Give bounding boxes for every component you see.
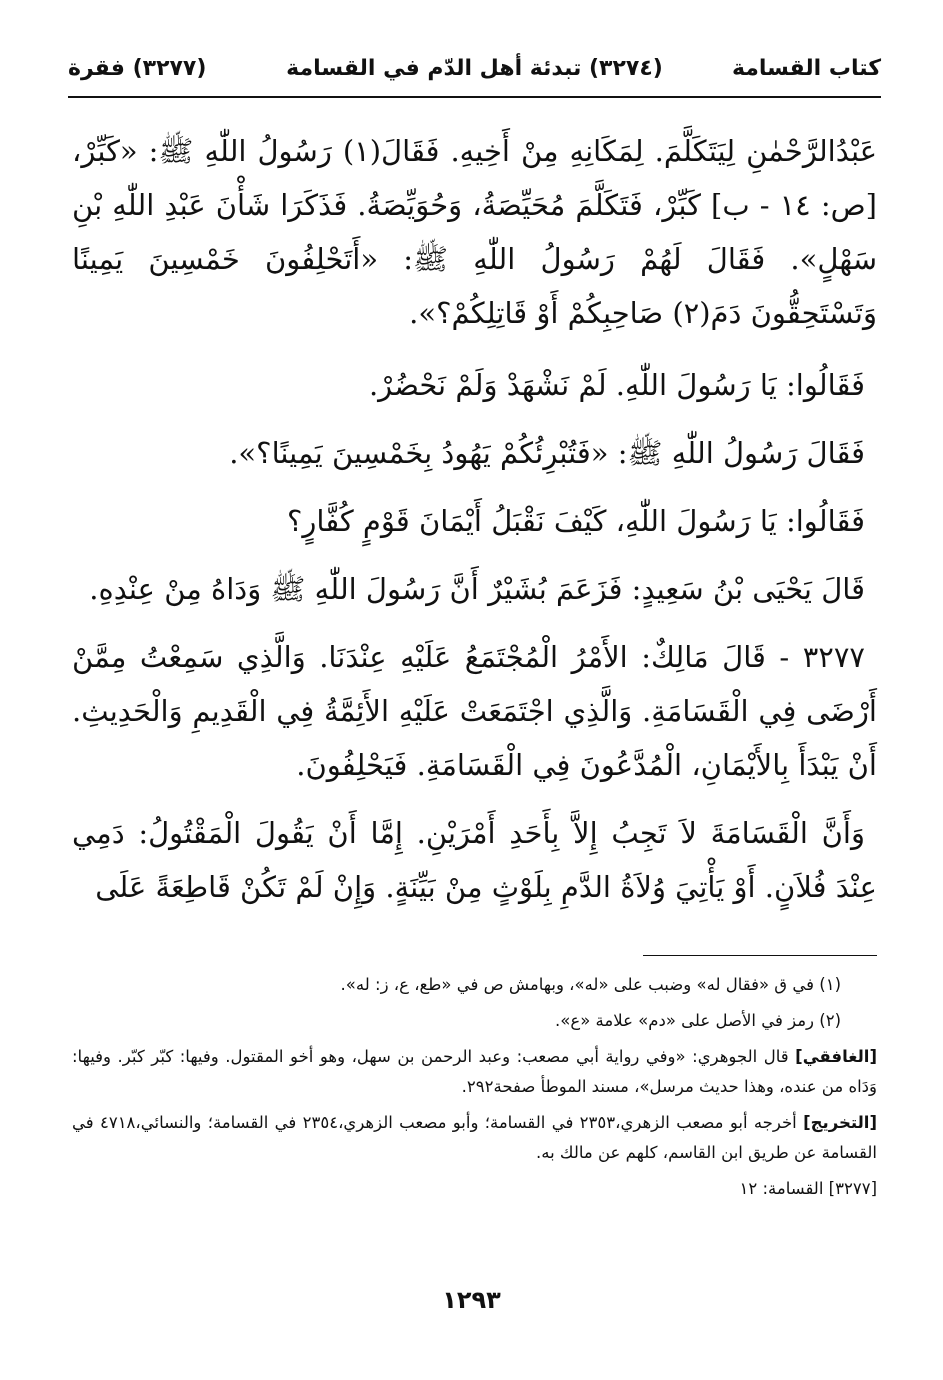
takhrij-text: أخرجه أبو مصعب الزهري،٢٣٥٣ في القسامة؛ وأبو مصعب الزهري،٢٣٥٤ في القسامة؛ والنسائي،٤٧١٨ في القسامة عن طريق ابن القاسم، كلهم عن مالك به. (72, 1113, 877, 1162)
text-paragraph: فَقَالُوا: يَا رَسُولَ اللّٰهِ، كَيْفَ نَقْبَلُ أَيْمَانَ قَوْمٍ كُفَّارٍ؟ (287, 504, 865, 538)
ghafiqi-label: [الغافقي] (795, 1047, 877, 1066)
footnote-divider (643, 955, 877, 956)
running-header (68, 48, 881, 98)
header-divider (68, 96, 881, 98)
takhrij-note (72, 1108, 877, 1168)
page-number: ١٢٩٣ (442, 1286, 501, 1314)
footnotes (72, 970, 877, 1210)
text-paragraph: فَقَالَ رَسُولُ اللّٰهِ ﷺ: «فَتُبْرِئُكُمْ يَهُودُ بِخَمْسِينَ يَمِينًا؟». (229, 436, 865, 470)
text-paragraph: وَأَنَّ الْقَسَامَةَ لاَ تَجِبُ إِلاَّ بِأَحَدِ أَمْرَيْنِ. إِمَّا أَنْ يَقُولَ الْمَقْتُولُ: دَمِي عِنْدَ فُلاَنٍ. أَوْ يَأْتِيَ وُلاَةُ الدَّمِ بِلَوْثٍ مِنْ بَيِّنَةٍ. وَإِنْ لَمْ تَكُنْ قَاطِعَةً عَلَى (72, 816, 877, 904)
main-text (72, 124, 877, 932)
text-paragraph: فَقَالُوا: يَا رَسُولَ اللّٰهِ. لَمْ نَشْهَدْ وَلَمْ نَحْضُرْ. (368, 368, 865, 402)
footnote-2: (٢) رمز في الأصل على «دم» علامة «ع». (555, 1011, 841, 1030)
takhrij-label: [التخريج] (803, 1113, 878, 1132)
text-paragraph: ٣٢٧٧ - قَالَ مَالِكٌ: الأَمْرُ الْمُجْتَمَعُ عَلَيْهِ عِنْدَنَا. وَالَّذِي سَمِعْتُ مِمَّنْ أَرْضَى فِي الْقَسَامَةِ. وَالَّذِي اجْتَمَعَتْ عَلَيْهِ الأَئِمَّةُ فِي الْقَدِيمِ وَالْحَدِيثِ. أَنْ يَبْدَأَ بِالأَيْمَانِ، الْمُدَّعُونَ فِي الْقَسَامَةِ. فَيَحْلِفُونَ. (72, 640, 877, 782)
paragraph-reference: (٣٢٧٧) فقرة (68, 56, 207, 81)
ghafiqi-text: قال الجوهري: «وفي رواية أبي مصعب: وعبد الرحمن بن سهل، وهو أخو المقتول. وفيها: كبّر كبّر. وفيها: وَدَاه من عنده، وهذا حديث مرسل»، مسند الموطأ صفحة٢٩٢. (72, 1047, 877, 1096)
chapter-title: (٣٢٧٤) تبدئة أهل الدّم في القسامة (286, 56, 663, 81)
footnote-1: (١) في ق «فقال له» وضبب على «له»، وبهامش ص في «طع، ع، ز: له». (340, 975, 841, 994)
text-paragraph: عَبْدُالرَّحْمٰنِ لِيَتَكَلَّمَ. لِمَكَانِهِ مِنْ أَخِيهِ. فَقَالَ(١) رَسُولُ اللّٰهِ ﷺ: «كَبِّرْ، [ص: ١٤ - ب] كَبِّرْ، فَتَكَلَّمَ مُحَيِّصَةُ، وَحُوَيِّصَةُ. فَذَكَرَا شَأْنَ عَبْدِ اللّٰهِ بْنِ سَهْلٍ». فَقَالَ لَهُمْ رَسُولُ اللّٰهِ ﷺ: «أَتَحْلِفُونَ خَمْسِينَ يَمِينًا وَتَسْتَحِقُّونَ دَمَ(٢) صَاحِبِكُمْ أَوْ قَاتِلِكُمْ؟». (72, 134, 878, 330)
cross-reference: [٣٢٧٧] القسامة: ١٢ (739, 1179, 877, 1198)
text-paragraph: قَالَ يَحْيَى بْنُ سَعِيدٍ: فَزَعَمَ بُشَيْرٌ أَنَّ رَسُولَ اللّٰهِ ﷺ وَدَاهُ مِنْ عِنْدِهِ. (89, 572, 865, 606)
ghafiqi-note (72, 1042, 877, 1102)
book-title: كتاب القسامة (731, 56, 881, 81)
